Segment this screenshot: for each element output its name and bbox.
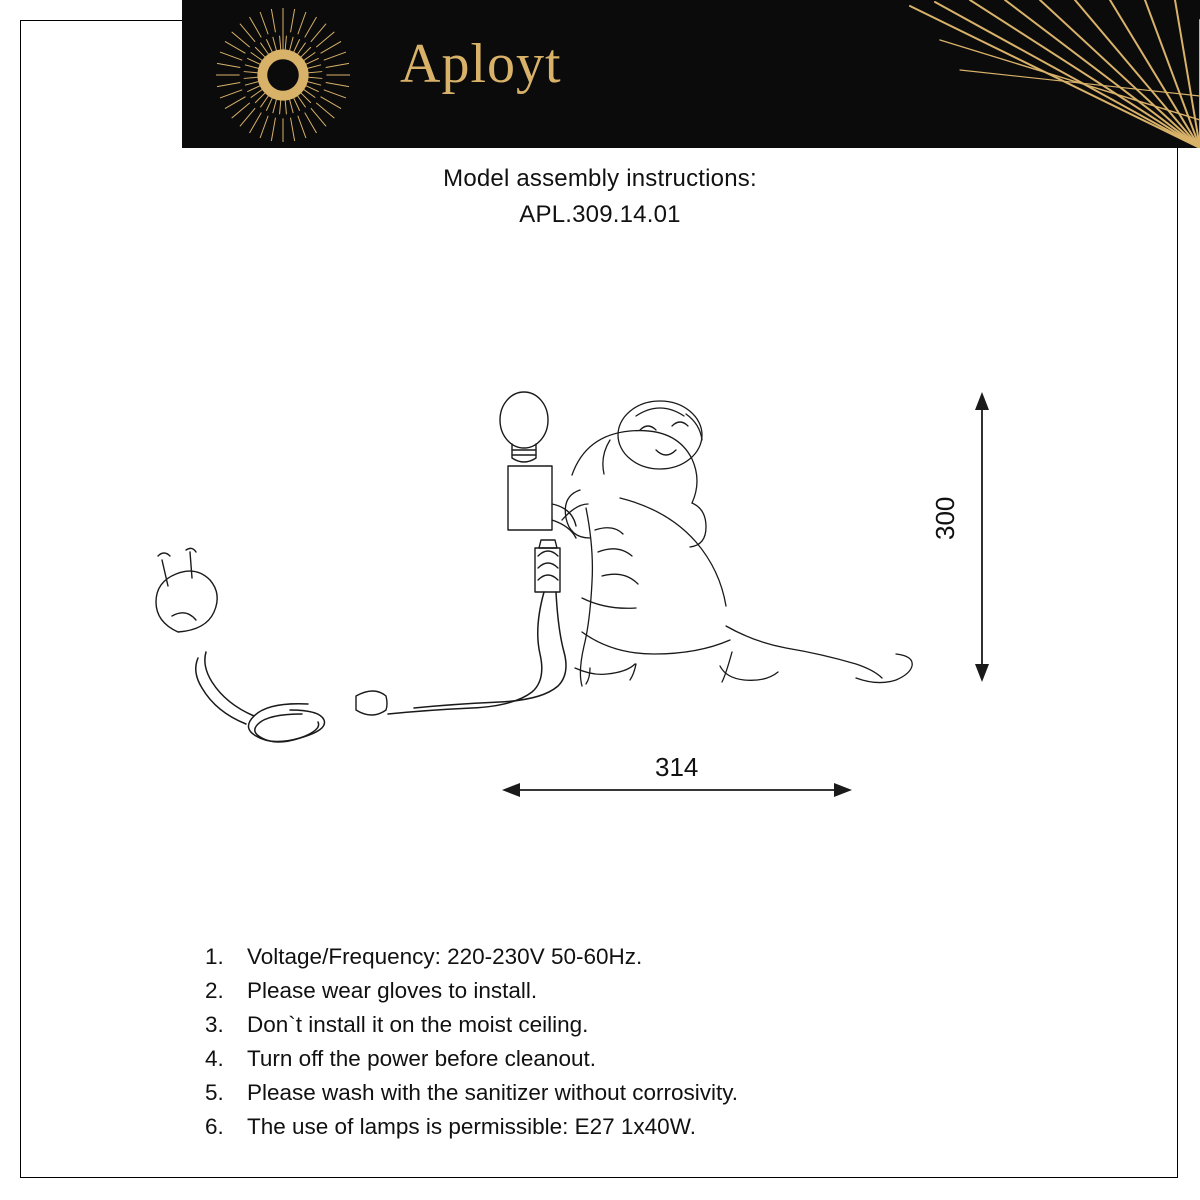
list-item: [205, 1042, 1025, 1076]
list-item: [205, 1110, 1025, 1144]
note-number: 6.: [205, 1114, 224, 1139]
cord-loop-icon: [196, 652, 325, 742]
product-diagram: [120, 380, 1080, 820]
horizontal-double-arrow-icon: [502, 783, 852, 797]
note-number: 1.: [205, 944, 224, 969]
note-text: Please wash with the sanitizer without corrosivity.: [247, 1080, 739, 1105]
list-item: [205, 940, 1025, 974]
note-number: 4.: [205, 1046, 224, 1071]
socket-icon: [535, 540, 560, 592]
note-number: 2.: [205, 978, 224, 1003]
width-dimension-label: 314: [655, 752, 699, 782]
sunburst-icon: [214, 6, 352, 144]
list-item: [205, 1008, 1025, 1042]
note-text: Please wear gloves to install.: [247, 978, 538, 1003]
list-item: [205, 1076, 1025, 1110]
monkey-figure-icon: [562, 401, 912, 686]
instruction-notes-list: [205, 940, 1025, 1144]
light-bulb-icon: [500, 392, 548, 462]
note-number: 3.: [205, 1012, 224, 1037]
lamp-shade-icon: [508, 466, 576, 538]
plug-icon: [156, 548, 217, 632]
height-dimension-label: 300: [930, 496, 960, 540]
title-line-1: Model assembly instructions:: [443, 165, 757, 192]
note-number: 5.: [205, 1080, 224, 1105]
monkey-lamp-line-drawing: [120, 380, 1080, 820]
note-text: Don`t install it on the moist ceiling.: [247, 1012, 589, 1037]
list-item: [205, 974, 1025, 1008]
note-text: The use of lamps is permissible: E27 1x40W.: [247, 1114, 696, 1139]
radiating-lines-icon: [900, 0, 1200, 148]
header-banner: [182, 0, 1200, 148]
power-cord-icon: [388, 592, 566, 714]
note-text: Voltage/Frequency: 220-230V 50-60Hz.: [247, 944, 643, 969]
inline-switch-icon: [356, 691, 387, 715]
brand-name: Aployt: [400, 33, 562, 95]
note-text: Turn off the power before cleanout.: [247, 1046, 596, 1071]
page-title: [0, 165, 1200, 229]
vertical-double-arrow-icon: [975, 392, 989, 682]
title-line-2: APL.309.14.01: [519, 201, 681, 228]
